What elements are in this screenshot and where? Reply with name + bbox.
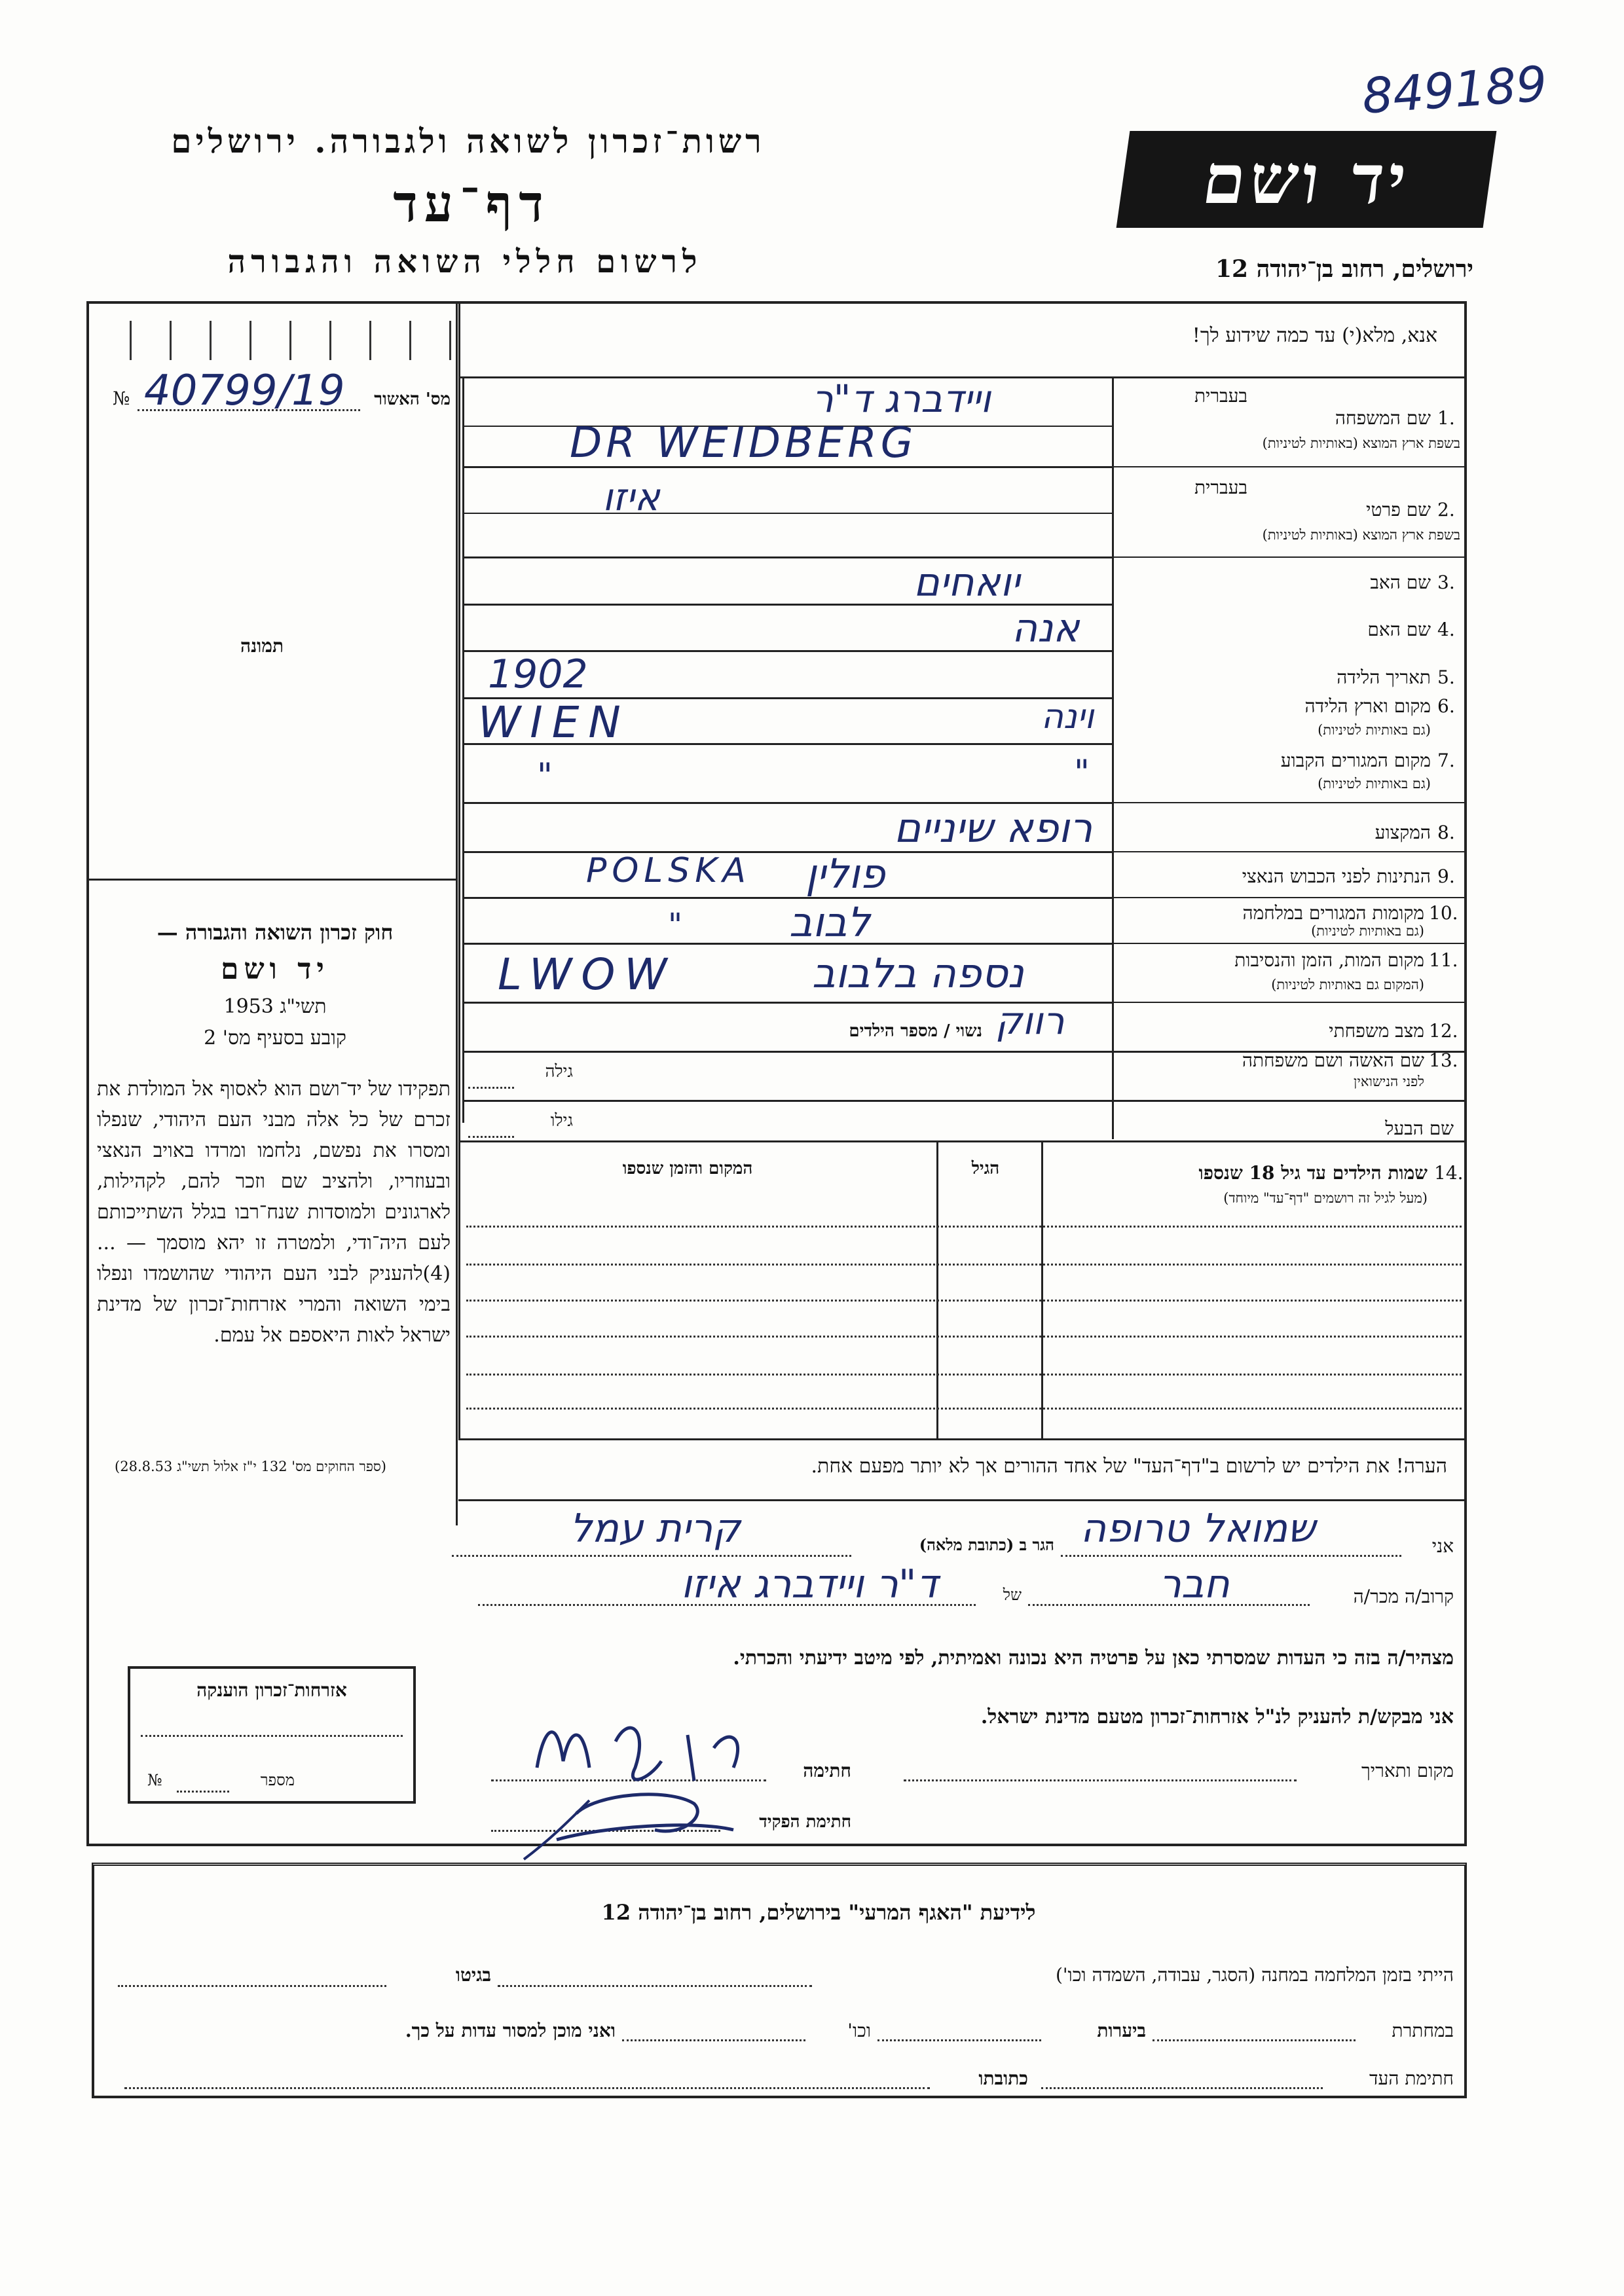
field-4-label: שם האם xyxy=(1367,619,1431,640)
footer-witness-sign-line xyxy=(1041,2087,1323,2089)
approval-label: מס' האשור xyxy=(374,390,451,409)
photo-label: תמונה xyxy=(240,635,284,657)
field-11-value: LWOW xyxy=(498,949,676,1000)
field-8-value: רופא שיניים xyxy=(894,804,1093,852)
row-line xyxy=(462,556,1112,558)
field-1-label: שם המשפחה xyxy=(1335,407,1431,429)
field-5-label: תאריך הלידה xyxy=(1337,666,1431,688)
field-1-hebrew-value: ויידברג ד"ר xyxy=(812,376,991,421)
memorial-request: אני מבקש/ת להעניק לנ"ל אזרחות־זכרון מטעם מדינת ישראל. xyxy=(980,1705,1454,1728)
field-10-latin-tag: (גם באותיות לטיניות) xyxy=(1311,923,1424,939)
label-sep xyxy=(1112,556,1467,558)
footer-ready-label: ואני מוכן למסור עדות על כך. xyxy=(405,2020,616,2041)
field-7-latin-tag: (גם באותיות לטיניות) xyxy=(1318,776,1431,792)
witness-signature-scribble xyxy=(498,1689,773,1872)
witness-i-label: אני xyxy=(1431,1535,1454,1557)
label-sep xyxy=(1112,466,1467,467)
field-6-number: 6. xyxy=(1437,695,1455,717)
footer-address-label: כתובתו xyxy=(978,2068,1028,2089)
field-11-hebrew-value: נספה בלבוב xyxy=(812,949,1024,997)
footer-etc-line xyxy=(622,2039,805,2041)
field-8-label: המקצוע xyxy=(1375,822,1431,843)
field-11-label: מקום המות, הזמן והנסיבות xyxy=(1234,949,1424,971)
instruction: אנא, מלא(י) עד כמה שידוע לך! xyxy=(1192,324,1437,347)
approval-number: 40799/19 xyxy=(144,367,345,415)
field-4-value: אנה xyxy=(1012,606,1080,651)
declaration: מצהיר/ה בזה כי העדות שמסרתי כאן על פרטיה היא נכונה ואמיתית, לפי מיטב ידיעתי והכרתי. xyxy=(733,1647,1454,1669)
address-line: ירושלים, רחוב בן־יהודה 12 xyxy=(1215,255,1473,283)
honor-number-label: מספר xyxy=(260,1771,295,1789)
law-name: יד ושם xyxy=(221,953,329,986)
honor-box-title: אזרחות־זכרון הוענקה xyxy=(196,1679,347,1701)
field-9-hebrew-value: פולין xyxy=(805,850,885,898)
field-2-hebrew-tag: בעברית xyxy=(1194,477,1247,498)
law-text: תפקידו של יד־ושם הוא לאסוף אל המולדת את זכרם של כל אלה מבני העם היהודי, שנפלו ומסרו את נפשם, נלחמו ומרדו באויב הנאצי ובעוזריו, ולהציב שם וזכר להם, לקהילות, לארגונים ולמוסדות שנח־רבו בגלל השתייכותם לעם היה־ודי, ולמטרה זו יהא מוסמך — ...(4)להעניק לבני העם היהודי שהושמדו ונפלו בימי השואה והמרי אזרחות־זכרון של מדינת ישראל לאות היאספם אל עמם. xyxy=(97,1078,451,1347)
field-5-value: 1902 xyxy=(488,651,588,697)
remark: הערה! את הילדים יש לרשום ב"דף־העד" של אחד ההורים אך לא יותר מפעם אחת. xyxy=(811,1455,1447,1478)
field-10-value: לבוב xyxy=(789,898,870,946)
honor-number-line xyxy=(177,1791,229,1793)
children-row xyxy=(466,1264,1462,1266)
field-3-label: שם האב xyxy=(1370,572,1431,593)
of-label: של xyxy=(1003,1586,1022,1604)
row-line xyxy=(462,1100,1467,1102)
field-10-mark: " xyxy=(668,907,683,943)
authority-title: רשות־זכרון לשואה ולגבורה. ירושלים xyxy=(171,122,766,160)
children-label: שמות הילדים עד גיל 18 שנספו xyxy=(1198,1162,1428,1184)
children-note: (מעל לגיל זה רושמים "דף־עד" מיוחד) xyxy=(1223,1190,1428,1206)
place-date-label: מקום ותאריך xyxy=(1361,1760,1454,1781)
footer-notice: לידיעת "האגף המרעי" בירושלים, רחוב בן־יהודה 12 xyxy=(601,1900,1036,1925)
field-6-latin-tag: (גם באותיות לטיניות) xyxy=(1318,722,1431,738)
law-source: (ספר החוקים מס' 132 י"ז אלול תשי"ג 28.8.53) xyxy=(115,1459,386,1474)
place-date-line xyxy=(904,1779,1297,1781)
children-col-border xyxy=(936,1140,938,1438)
field-2-label: שם פרטי xyxy=(1366,499,1431,520)
field-2-number: 2. xyxy=(1437,499,1455,520)
value-inner-border xyxy=(462,376,464,1123)
children-col-border xyxy=(1041,1140,1043,1438)
label-sep xyxy=(1112,1002,1467,1003)
field-6-value: WIEN xyxy=(478,697,630,748)
signature-label: חתימה xyxy=(803,1760,851,1781)
logo-text: יד ושם xyxy=(1198,139,1416,219)
remark-bottom-border xyxy=(458,1499,1467,1501)
honor-box-line xyxy=(141,1735,403,1737)
field-9-value: POLSKA xyxy=(586,851,751,890)
field-7-number: 7. xyxy=(1437,750,1455,771)
field-5-number: 5. xyxy=(1437,666,1455,688)
photo-area-bottom xyxy=(86,879,456,881)
archive-number: 849189 xyxy=(1360,56,1549,125)
footer-ghetto-line xyxy=(118,1985,386,1987)
footer-witness-sign-label: חתימת העד xyxy=(1369,2068,1454,2089)
approval-prefix: № xyxy=(113,388,130,409)
left-column-border xyxy=(456,301,458,1525)
witness-address-label: הגר ב (כתובת מלאה) xyxy=(919,1535,1054,1554)
label-sep xyxy=(1112,943,1467,944)
field-12-number: 12. xyxy=(1429,1020,1458,1042)
field-7-hebrew-value: " xyxy=(1074,753,1090,792)
field-1-latin-tag: בשפת ארץ המוצא (באותיות לטיניות) xyxy=(1262,435,1460,451)
field-11-number: 11. xyxy=(1429,949,1458,971)
husband-label: שם הבעל xyxy=(1385,1118,1454,1139)
footer-forests-line xyxy=(877,2039,1041,2041)
witness-address: קרית עמל xyxy=(570,1506,741,1552)
approval-ticks xyxy=(92,321,456,360)
official-signature-label: חתימת הפקיד xyxy=(759,1812,851,1832)
row-line xyxy=(462,897,1112,899)
law-section: קובע בסעיף מס' 2 xyxy=(204,1027,346,1049)
children-number: 14. xyxy=(1434,1162,1464,1184)
children-place-header: המקום והזמן שנספו xyxy=(622,1159,753,1178)
footer-underground-label: במחתרת xyxy=(1392,2020,1454,2041)
relation-label: קרוב/ה מכר/ה xyxy=(1353,1586,1454,1607)
form-title: דף־עד xyxy=(393,174,550,234)
husband-age-line xyxy=(468,1136,514,1138)
field-2-latin-tag: בשפת ארץ המוצא (באותיות לטיניות) xyxy=(1262,527,1460,543)
field-9-label: הנתינות לפני הכבוש הנאצי xyxy=(1242,866,1431,887)
field-9-number: 9. xyxy=(1437,866,1455,887)
field-13-sub: לפני הנישואין xyxy=(1354,1074,1424,1089)
relation-value: חבר xyxy=(1159,1561,1230,1607)
field-10-number: 10. xyxy=(1429,902,1458,924)
value-left-border xyxy=(458,376,460,1139)
label-column-border xyxy=(1112,376,1114,1139)
law-year: תשי"ג 1953 xyxy=(223,995,327,1018)
footer-address-line xyxy=(124,2087,930,2089)
wife-age-label: גילה xyxy=(545,1062,573,1082)
field-2-hebrew-value: איזו xyxy=(602,475,660,519)
honor-number-prefix: № xyxy=(147,1771,162,1789)
label-sep xyxy=(1112,897,1467,898)
witness-name: שמואל טרופה xyxy=(1080,1506,1316,1552)
field-6-hebrew-value: וינה xyxy=(1041,697,1094,737)
field-3-value: יואחים xyxy=(913,560,1020,606)
row-line xyxy=(458,1140,1467,1142)
children-row xyxy=(466,1374,1462,1376)
witness-address-line xyxy=(452,1555,851,1557)
of-value: ד"ר ויידברג איזו xyxy=(681,1561,938,1607)
witness-name-line xyxy=(1061,1555,1401,1557)
children-row xyxy=(466,1408,1462,1410)
field-8-number: 8. xyxy=(1437,822,1455,843)
children-age-header: הגיל xyxy=(971,1159,1000,1178)
footer-camp-label: הייתי בזמן המלחמה במחנה (הסגר, עבודה, השמדה וכו') xyxy=(1055,1964,1454,1986)
field-7-value: " xyxy=(537,756,553,795)
field-12-label: מצב משפחתי xyxy=(1329,1020,1424,1042)
field-13-number: 13. xyxy=(1429,1049,1458,1071)
field-1-latin-value: DR WEIDBERG xyxy=(570,419,917,467)
husband-age-label: גילו xyxy=(550,1111,573,1131)
children-row xyxy=(466,1226,1462,1228)
field-13-label: שם האשה ושם משפחתה xyxy=(1242,1049,1424,1071)
children-bottom-border xyxy=(458,1438,1467,1440)
row-line xyxy=(462,513,1112,514)
children-row xyxy=(466,1300,1462,1302)
footer-ghetto-label: בגיטו xyxy=(455,1964,491,1986)
field-1-hebrew-tag: בעברית xyxy=(1194,385,1247,407)
footer-forests-label: ביערות xyxy=(1097,2020,1146,2041)
footer-underground-line xyxy=(1153,2039,1356,2041)
field-3-number: 3. xyxy=(1437,572,1455,593)
label-sep xyxy=(1112,802,1467,803)
field-12-value: רווק xyxy=(995,998,1065,1043)
field-4-number: 4. xyxy=(1437,619,1455,640)
footer-camp-line xyxy=(498,1985,812,1987)
field-6-label: מקום וארץ הלידה xyxy=(1304,695,1431,717)
field-10-label: מקומות המגורים במלחמה xyxy=(1242,902,1424,924)
yad-vashem-logo xyxy=(1116,131,1497,228)
field-11-sub: (המקום גם באותיות לטיניות) xyxy=(1271,977,1424,993)
law-title: חוק זכרון השואה והגבורה — xyxy=(157,920,394,945)
field-1-number: 1. xyxy=(1437,407,1455,429)
footer-etc-label: וכו' xyxy=(847,2020,871,2041)
label-sep xyxy=(1112,851,1467,852)
approval-underline xyxy=(138,409,360,411)
children-row xyxy=(466,1336,1462,1338)
marital-options: נשוי / מספר הילדים xyxy=(849,1021,982,1041)
row-line xyxy=(462,943,1112,945)
form-subtitle: לרשום חללי השואה והגבורה xyxy=(227,244,703,280)
field-7-label: מקום המגורים הקבוע xyxy=(1280,750,1431,771)
wife-age-line xyxy=(468,1087,514,1089)
